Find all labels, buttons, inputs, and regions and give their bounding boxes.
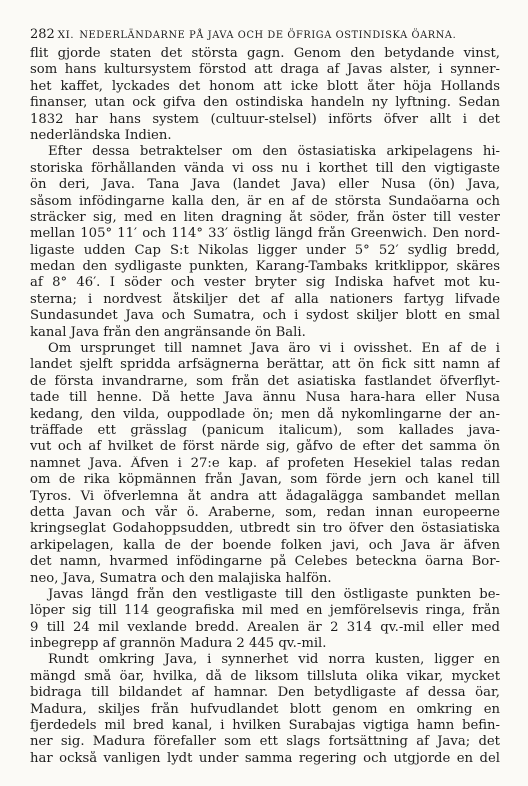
page-number: 282 <box>30 27 55 42</box>
text-line: Madura, skiljes från hufvudlandet blott genom en omkring en <box>30 701 500 717</box>
text-line: namnet Java. Äfven i 27:e kap. af profeten Hesekiel talas redan <box>30 455 500 471</box>
text-line: kanal Java från den angränsande ön Bali. <box>30 324 306 340</box>
text-line: det namn, hvarmed infödingarne på Celebes beteckna öarna Bor- <box>30 554 500 570</box>
body-text <box>30 46 500 767</box>
text-line: ner sig. Madura förefaller som ett slags fortsättning af Java; det <box>30 734 500 750</box>
text-line: Tyros. Vi öfverlemna åt andra att ådagalägga sambandet mellan <box>30 488 500 504</box>
text-line: bidraga till bildandet af hamnar. Den betydligaste af dessa öar, <box>30 685 500 701</box>
text-line: nederländska Indien. <box>30 127 172 143</box>
text-line: af 8° 46′. I söder och vester bryter sig Indiska hafvet mot ku- <box>30 275 500 291</box>
text-line: Om ursprunget till namnet Java äro vi i ovisshet. En af de i <box>48 341 500 357</box>
text-line: de första invandrarne, som från det asiatiska fastlandet öfverflyt- <box>30 373 500 389</box>
text-line: arkipelagen, kalla de der boende folken javi, och Java är äfven <box>30 537 500 553</box>
text-line: vut och af hvilket de först närde sig, gåfvo de efter det samma ön <box>30 439 500 455</box>
text-line: har också vanligen lydt under samma regering och utgjorde en del <box>30 750 500 766</box>
text-line: inbegrepp af grannön Madura 2 445 qv.-mil. <box>30 636 327 652</box>
text-line: 9 till 24 mil vexlande bredd. Arealen är 2 314 qv.-mil eller med <box>30 619 500 635</box>
text-line: ligaste udden Cap S:t Nikolas ligger under 5° 52′ sydlig bredd, <box>30 242 500 258</box>
text-line: tade till henne. Då hette Java ännu Nusa hara-hara eller Nusa <box>30 390 500 406</box>
text-line: flit gjorde staten det största gagn. Genom den betydande vinst, <box>30 46 500 61</box>
text-line: mellan 105° 11′ och 114° 33′ östlig längd från Greenwich. Den nord- <box>30 226 500 242</box>
text-line: Rundt omkring Java, i synnerhet vid norra kusten, ligger en <box>48 652 500 668</box>
text-line: medan den sydligaste punkten, Karang-Tambaks kritklippor, skäres <box>30 259 500 275</box>
text-line: såsom infödingarne kalla den, är en af de största Sundaöarna och <box>30 193 500 209</box>
text-line: 1832 har hans system (cultuur-stelsel) införts öfver allt i det <box>30 111 500 127</box>
text-line: sträcker sig, med en liten dragning åt söder, från öster till vester <box>30 209 500 225</box>
text-line: träffade ett grässlag (panicum italicum), som kallades java- <box>30 422 500 438</box>
text-line: mängd små öar, hvilka, då de liksom tillsluta olika vikar, mycket <box>30 668 500 684</box>
text-line: landet sjelft spridda arfsägnerna berättar, att ön fick sitt namn af <box>30 357 500 373</box>
text-line: Efter dessa betraktelser om den östasiatiska arkipelagens hi- <box>48 144 500 160</box>
running-header <box>30 26 510 42</box>
text-line: ön deri, Java. Tana Java (landet Java) eller Nusa (ön) Java, <box>30 177 500 193</box>
text-line: finanser, utan ock gifva den ostindiska handeln ny lyftning. Sedan <box>30 95 500 111</box>
text-line: kedang, den vilda, ouppodlade ön; men då nykomlingarne der an- <box>30 406 500 422</box>
text-line: Javas längd från den vestligaste till den östligaste punkten be- <box>48 586 500 602</box>
text-line: som hans kultursystem förstod att draga af Javas alster, i synner- <box>30 62 500 78</box>
text-line: löper sig till 114 geografiska mil med en jemförelsevis ringa, från <box>30 603 500 619</box>
text-line: Sundasundet Java och Sumatra, och i sydost skiljer blott en smal <box>30 308 500 324</box>
text-line: detta Javan och vår ö. Araberne, som, redan innan europeerne <box>30 504 500 520</box>
chapter-number: XI. <box>57 29 75 41</box>
running-title: NEDERLÄNDARNE PÅ JAVA OCH DE ÖFRIGA OSTINDISKA ÖARNA. <box>79 30 457 41</box>
text-line: sterna; i nordvest åtskiljer det af alla nationers fartyg lifvade <box>30 291 500 307</box>
text-line: kringseglat Godahoppsudden, utbredt sin tro öfver den östasiatiska <box>30 521 500 537</box>
text-line: storiska förhållanden vända vi oss nu i korthet till den vigtigaste <box>30 160 500 176</box>
text-line: neo, Java, Sumatra och den malajiska halfön. <box>30 570 332 586</box>
text-line: om de rika köpmännen från Javan, som förde jern och kanel till <box>30 472 500 488</box>
text-line: fjerdedels mil bred kanal, i hvilken Surabajas vigtiga hamn befin- <box>30 718 500 734</box>
text-line: het kaffet, lyckades det honom att icke blott åter höja Hollands <box>30 78 500 94</box>
